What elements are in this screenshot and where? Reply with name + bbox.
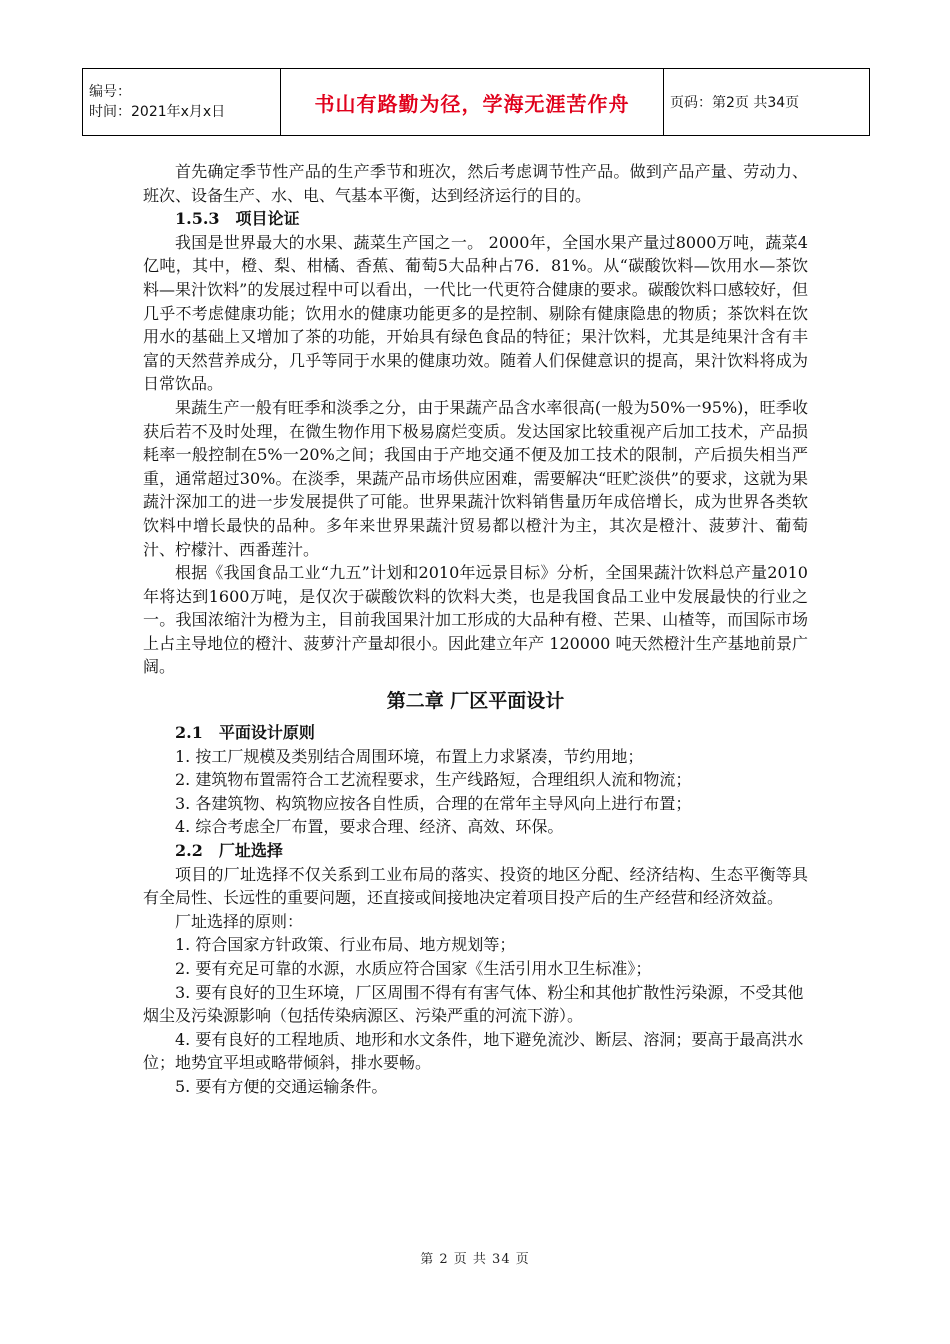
paragraph-site-principles: 厂址选择的原则：	[175, 911, 304, 931]
header-page-info: 页码：第2页 共34页	[664, 69, 870, 136]
time-label: 时间：2021年x月x日	[89, 104, 226, 120]
list-item: 1. 按工厂规模及类别结合周围环境，布置上力求紧凑，节约用地；	[175, 746, 644, 766]
paragraph-project-argument: 我国是世界最大的水果、蔬菜生产国之一。 2000年，全国水果产量过8000万吨，蔬菜4亿吨，其中，橙、梨、柑橘、香蕉、葡萄5大品种占76．81%。从“碳酸饮料—饮用水—茶饮料—果汁饮料”的发展过程中可以看出，一代比一代更符合健康的要求。碳酸饮料口感较好，但几乎不考虑健康功能；饮用水的健康功能更多的是控制、剔除有健康隐患的物质；茶饮料在饮用水的基础上又增加了茶的功能，开始具有绿色食品的特征；果汁饮料，尤其是纯果汁含有丰富的天然营养成分，几乎等同于水果的健康功效。随着人们保健意识的提高，果汁饮料将成为日常饮品。	[143, 232, 808, 394]
list-item: 4. 要有良好的工程地质、地形和水文条件，地下避免流沙、断层、溶洞；要高于最高洪水位；地势宜平坦或略带倾斜，排水要畅。	[143, 1029, 804, 1073]
paragraph-seasonal-production: 果蔬生产一般有旺季和淡季之分，由于果蔬产品含水率很高(一般为50%一95%)，旺季收获后若不及时处理，在微生物作用下极易腐烂变质。发达国家比较重视产后加工技术，产品损耗率一般控制在5%一20%之间；我国由于产地交通不便及加工技术的限制，产后损失相当严重，通常超过30%。在淡季，果蔬产品市场供应困难，需要解决“旺贮淡供”的要求，这就为果蔬汁深加工的进一步发展提供了可能。世界果蔬汁饮料销售量历年成倍增长，成为世界各类软饮料中增长最快的品种。多年来世界果蔬汁贸易都以橙汁为主，其次是橙汁、菠萝汁、葡萄汁、柠檬汁、西番莲汁。	[143, 397, 808, 559]
list-item: 3. 要有良好的卫生环境，厂区周围不得有有害气体、粉尘和其他扩散性污染源，不受其他烟尘及污染源影响（包括传染病源区、污染严重的河流下游）。	[143, 982, 804, 1026]
page-header	[82, 68, 870, 136]
list-item: 2. 要有充足可靠的水源，水质应符合国家《生活引用水卫生标准》；	[175, 959, 652, 978]
paragraph-intro: 首先确定季节性产品的生产季节和班次，然后考虑调节性产品。做到产品产量、劳动力、班次、设备生产、水、电、气基本平衡，达到经济运行的目的。	[143, 162, 808, 205]
list-item: 2. 建筑物布置需符合工艺流程要求，生产线路短，合理组织人流和物流；	[175, 770, 692, 790]
page-footer: 第 2 页 共 34 页	[420, 1252, 530, 1267]
document-body	[143, 160, 808, 1099]
paragraph-site-selection: 项目的厂址选择不仅关系到工业布局的落实、投资的地区分配、经济结构、生态平衡等具有全局性、长远性的重要问题，还直接或间接地决定着项目投产后的生产经营和经济效益。	[143, 864, 808, 908]
header-meta	[83, 69, 281, 136]
section-heading-2-1: 2.1 平面设计原则	[175, 723, 315, 743]
list-item: 5. 要有方便的交通运输条件。	[175, 1076, 388, 1096]
chapter-title: 第二章 厂区平面设计	[386, 690, 565, 713]
paragraph-market-forecast: 根据《我国食品工业“九五”计划和2010年远景目标》分析，全国果蔬汁饮料总产量2010年将达到1600万吨，是仅次于碳酸饮料的饮料大类，也是我国食品工业中发展最快的行业之一。我国浓缩汁为橙为主，目前我国果汁加工形成的大品种有橙、芒果、山楂等，而国际市场上占主导地位的橙汁、菠萝汁产量却很小。因此建立年产 120000 吨天然橙汁生产基地前景广阔。	[143, 563, 808, 677]
code-label: 编号：	[89, 84, 131, 100]
section-heading-2-2: 2.2 厂址选择	[175, 841, 283, 861]
list-item: 1. 符合国家方针政策、行业布局、地方规划等；	[175, 935, 516, 955]
list-item: 4. 综合考虑全厂布置，要求合理、经济、高效、环保。	[175, 817, 564, 837]
header-slogan: 书山有路勤为径，学海无涯苦作舟	[281, 69, 664, 136]
list-item: 3. 各建筑物、构筑物应按各自性质，合理的在常年主导风向上进行布置；	[175, 793, 692, 813]
section-heading-1-5-3: 1.5.3 项目论证	[175, 209, 300, 229]
